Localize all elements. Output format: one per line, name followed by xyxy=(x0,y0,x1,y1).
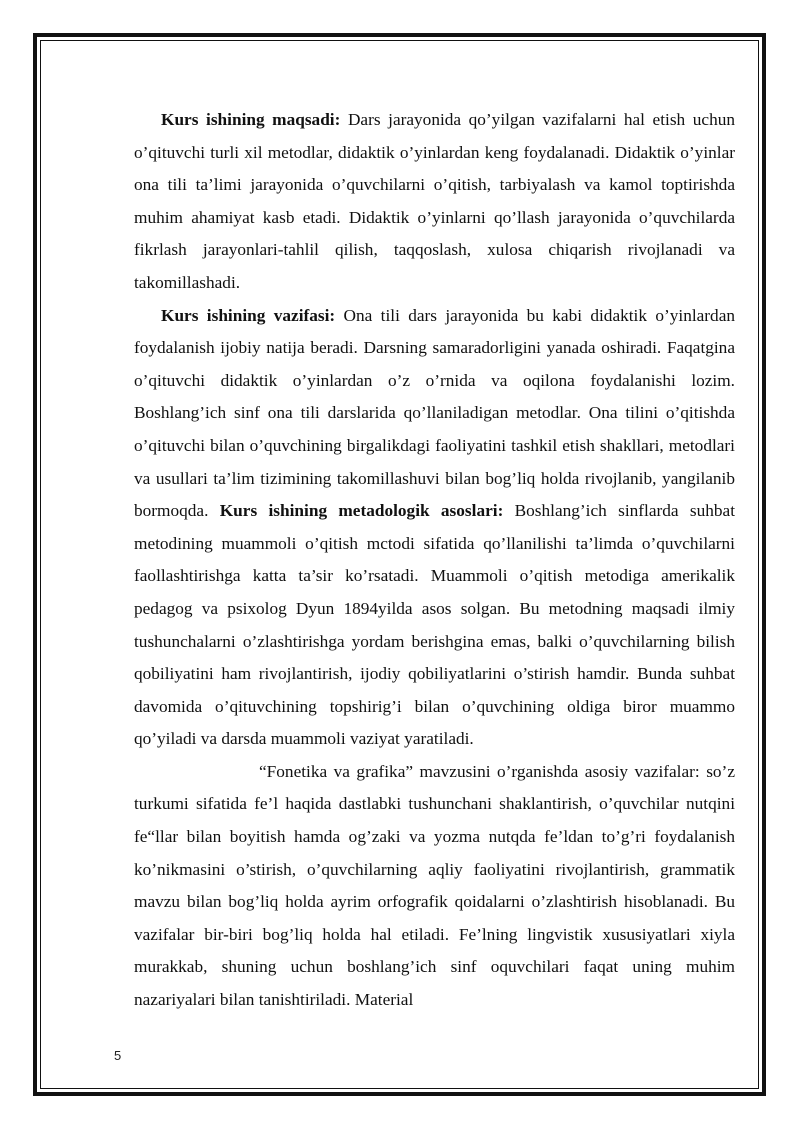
goal-heading: Kurs ishining maqsadi: xyxy=(161,110,341,129)
paragraph-phonetics xyxy=(134,756,735,1017)
tasks-text: Ona tili dars jarayonida bu kabi didaktik o’yinlardan foydalanish ijobiy natija beradi. Darsning samaradorligini yanada oshiradi. Faqatgina o’qituvchi didaktik o’yinlardan o’z o’rnida va oqilona foydalanishi lozim. Boshlang’ich sinf ona tili darslarida qo’llaniladigan metodlar. Ona tilini o’qitishda o’qituvchi bilan o’quvchining birgalikdagi faoliyatini tashkil etish shakllari, metodlari va usullari ta’lim tizimining takomillashuvi bilan bog’liq holda rivojlanib, yangilanib bormoqda. xyxy=(134,305,736,521)
paragraph-goal xyxy=(134,104,735,300)
methodology-heading: Kurs ishining metadologik asoslari: xyxy=(219,501,504,521)
tasks-heading: Kurs ishining vazifasi: xyxy=(161,305,336,325)
phonetics-text: “Fonetika va grafika” mavzusini o’rganishda asosiy vazifalar: so’z turkumi sifatida fe’l haqida dastlabki tushunchani shaklantirish, o’quvchilar nutqini fe“llar bilan boyitish hamda og’zaki va yozma nutqda fe’ldan to’g’ri foydalanish ko’nikmasini o’stirish, o’quvchilarning aqliy faoliyatini rivojlantirish, grammatik mavzu bilan bog’liq holda ayrim orfografik qoidalarni o’zlashtirish hisoblanadi. Bu vazifalar bir-biri bog’liq holda hal etiladi. Fe’lning lingvistik xususiyatlari xiyla murakkab, shuning uchun boshlang’ich sinf oquvchilari faqat uning muhim nazariyalari bilan tanishtiriladi. Material xyxy=(134,761,735,1010)
page-number: 5 xyxy=(114,1048,122,1063)
document-body xyxy=(134,104,735,1017)
methodology-text: Boshlang’ich sinflarda suhbat metodining muammoli o’qitish mctodi sifatida qo’llanilishi ta’limda o’quvchilarni faollashtirishga katta ta’sir ko’rsatadi. Muammoli o’qitish metodiga amerikalik pedagog va psixolog Dyun 1894yilda asos solgan. Bu metodning maqsadi ilmiy tushunchalarni o’zlashtirishga yordam berishgina emas, balki o’quvchilarning bilish qobiliyatini ham rivojlantirish, ijodiy qobiliyatlarini o’stirish hamdir. Bunda suhbat davomida o’qituvchining topshirig’i bilan o’quvchining oldiga biror muammo qo’yiladi va darsda muammoli vaziyat yaratiladi. xyxy=(134,501,735,749)
paragraph-tasks xyxy=(134,300,735,756)
goal-text: Dars jarayonida qo’yilgan vazifalarni hal etish uchun o’qituvchi turli xil metodlar, didaktik o’yinlardan keng foydalanadi. Didaktik o’yinlar ona tili ta’limi jarayonida o’quvchilarni o’qitish, tarbiyalash va kamol toptirishda muhim ahamiyat kasb etadi. Didaktik o’yinlarni qo’llash jarayonida o’quvchilarda fikrlash jarayonlari-tahlil qilish, taqqoslash, xulosa chiqarish rivojlanadi va takomillashadi. xyxy=(134,110,735,292)
